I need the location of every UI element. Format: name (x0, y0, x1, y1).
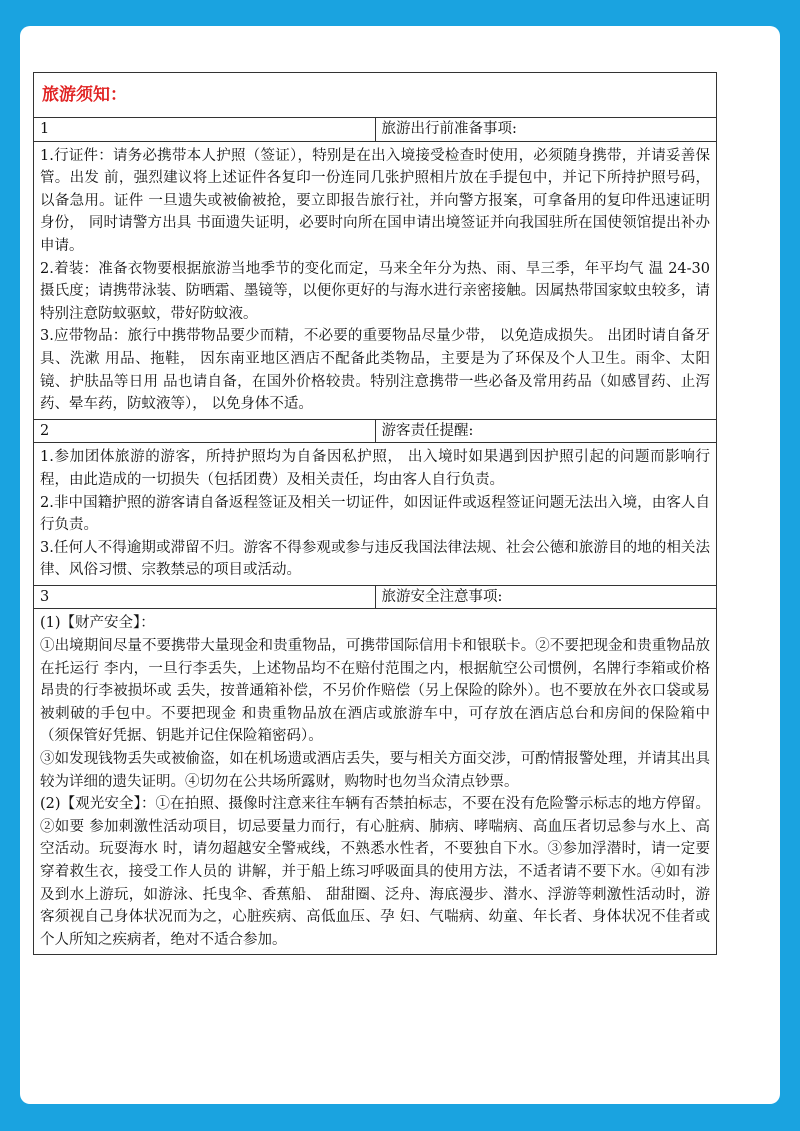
paragraph: 2.着装：准备衣物要根据旅游当地季节的变化而定，马来全年分为热、雨、旱三季，年平均气 温 24-30 摄氏度；请携带泳装、防晒霜、墨镜等，以便你更好的与海水进行亲密接触。因属热带国家蚊虫较多，请特别注意防蚊驱蚊，带好防蚊液。 (40, 260, 710, 322)
section-number: 2 (34, 419, 376, 443)
paragraph: 2.非中国籍护照的游客请自备返程签证及相关一切证件，如因证件或返程签证问题无法出入境，由客人自行负责。 (40, 494, 710, 534)
paragraph: (1)【财产安全】： (40, 615, 155, 632)
section-number: 1 (34, 118, 376, 142)
section-heading: 旅游安全注意事项: (375, 585, 717, 609)
paragraph: (2)【观光安全】：①在拍照、摄像时注意来往车辆有否禁拍标志，不要在没有危险警示标志的地方停留。②如要 参加刺激性活动项目，切忌要量力而行，有心脏病、肺病、哮喘病、高血压者切忌参与水上、高空活动。玩耍海水 时，请勿超越安全警戒线，不熟悉水性者，不要独自下水。③参加浮潜时，请一定要穿着救生衣，接受工作人员的 讲解，并于船上练习呼吸面具的使用方法，不适者请不要下水。④如有涉及到水上游玩，如游泳、托曳伞、香蕉船、 甜甜圈、泛舟、海底漫步、潜水、浮游等刺激性活动时，游客须视自己身体状况而为之，心脏疾病、高低血压、孕 妇、气喘病、幼童、年长者、身体状况不佳者或个人所知之疾病者，绝对不适合参加。 (40, 796, 710, 948)
paragraph: ③如发现钱物丢失或被偷盗，如在机场遗或酒店丢失，要与相关方面交涉，可酌情报警处理，并请其出具较为详细的遗失证明。④切勿在公共场所露财，购物时也勿当众清点钞票。 (40, 751, 710, 790)
travel-notice-table (33, 72, 717, 955)
paragraph: 1.行证件：请务必携带本人护照（签证），特别是在出入境接受检查时使用，必须随身携带，并请妥善保管。出发 前，强烈建议将上述证件各复印一份连同几张护照相片放在手提包中，并记下所持护照号码， 以备急用。证件 一旦遗失或被偷被抢，要立即报告旅行社，并向警方报案，可拿备用的复印件迅速证明身份， 同时请警方出具 书面遗失证明，必要时向所在国申请出境签证并向我国驻所在国使领馆提出补办申请。 (40, 147, 710, 254)
section-heading: 旅游出行前准备事项: (375, 118, 717, 142)
section-body (34, 609, 717, 955)
paragraph: 1.参加团体旅游的游客，所持护照均为自备因私护照， 出入境时如果遇到因护照引起的问题而影响行程，由此造成的一切损失（包括团费）及相关责任，均由客人自行负责。 (40, 449, 710, 488)
paragraph: 3.任何人不得逾期或滞留不归。游客不得参观或参与违反我国法律法规、社会公德和旅游目的地的相关法律、风俗习惯、宗教禁忌的项目或活动。 (40, 539, 710, 579)
paragraph: ①出境期间尽量不要携带大量现金和贵重物品，可携带国际信用卡和银联卡。②不要把现金和贵重物品放在托运行 李内，一旦行李丢失，上述物品均不在赔付范围之内，根据航空公司惯例，名牌行李箱或价格昂贵的行李被损坏或 丢失，按普通箱补偿，不另价作赔偿（另上保险的除外）。也不要放在外衣口袋或易被刺破的手包中。不要把现金 和贵重物品放在酒店或旅游车中，可存放在酒店总台和房间的保险箱中（须保管好凭据、钥匙并记住保险箱密码）。 (40, 638, 710, 745)
paragraph: 3.应带物品：旅行中携带物品要少而精，不必要的重要物品尽量少带， 以免造成损失。 出团时请自备牙具、洗漱 用品、拖鞋， 因东南亚地区酒店不配备此类物品，主要是为了环保及个人卫生。雨伞、太阳镜、护肤品等日用 品也请自备，在国外价格较贵。特别注意携带一些必备及常用药品（如感冒药、止泻药、晕车药，防蚊液等）， 以免身体不适。 (40, 328, 710, 413)
section-heading: 游客责任提醒: (375, 419, 717, 443)
section-number: 3 (34, 585, 376, 609)
section-body (34, 141, 717, 419)
notice-title: 旅游须知： (34, 73, 717, 118)
section-body (34, 443, 717, 586)
